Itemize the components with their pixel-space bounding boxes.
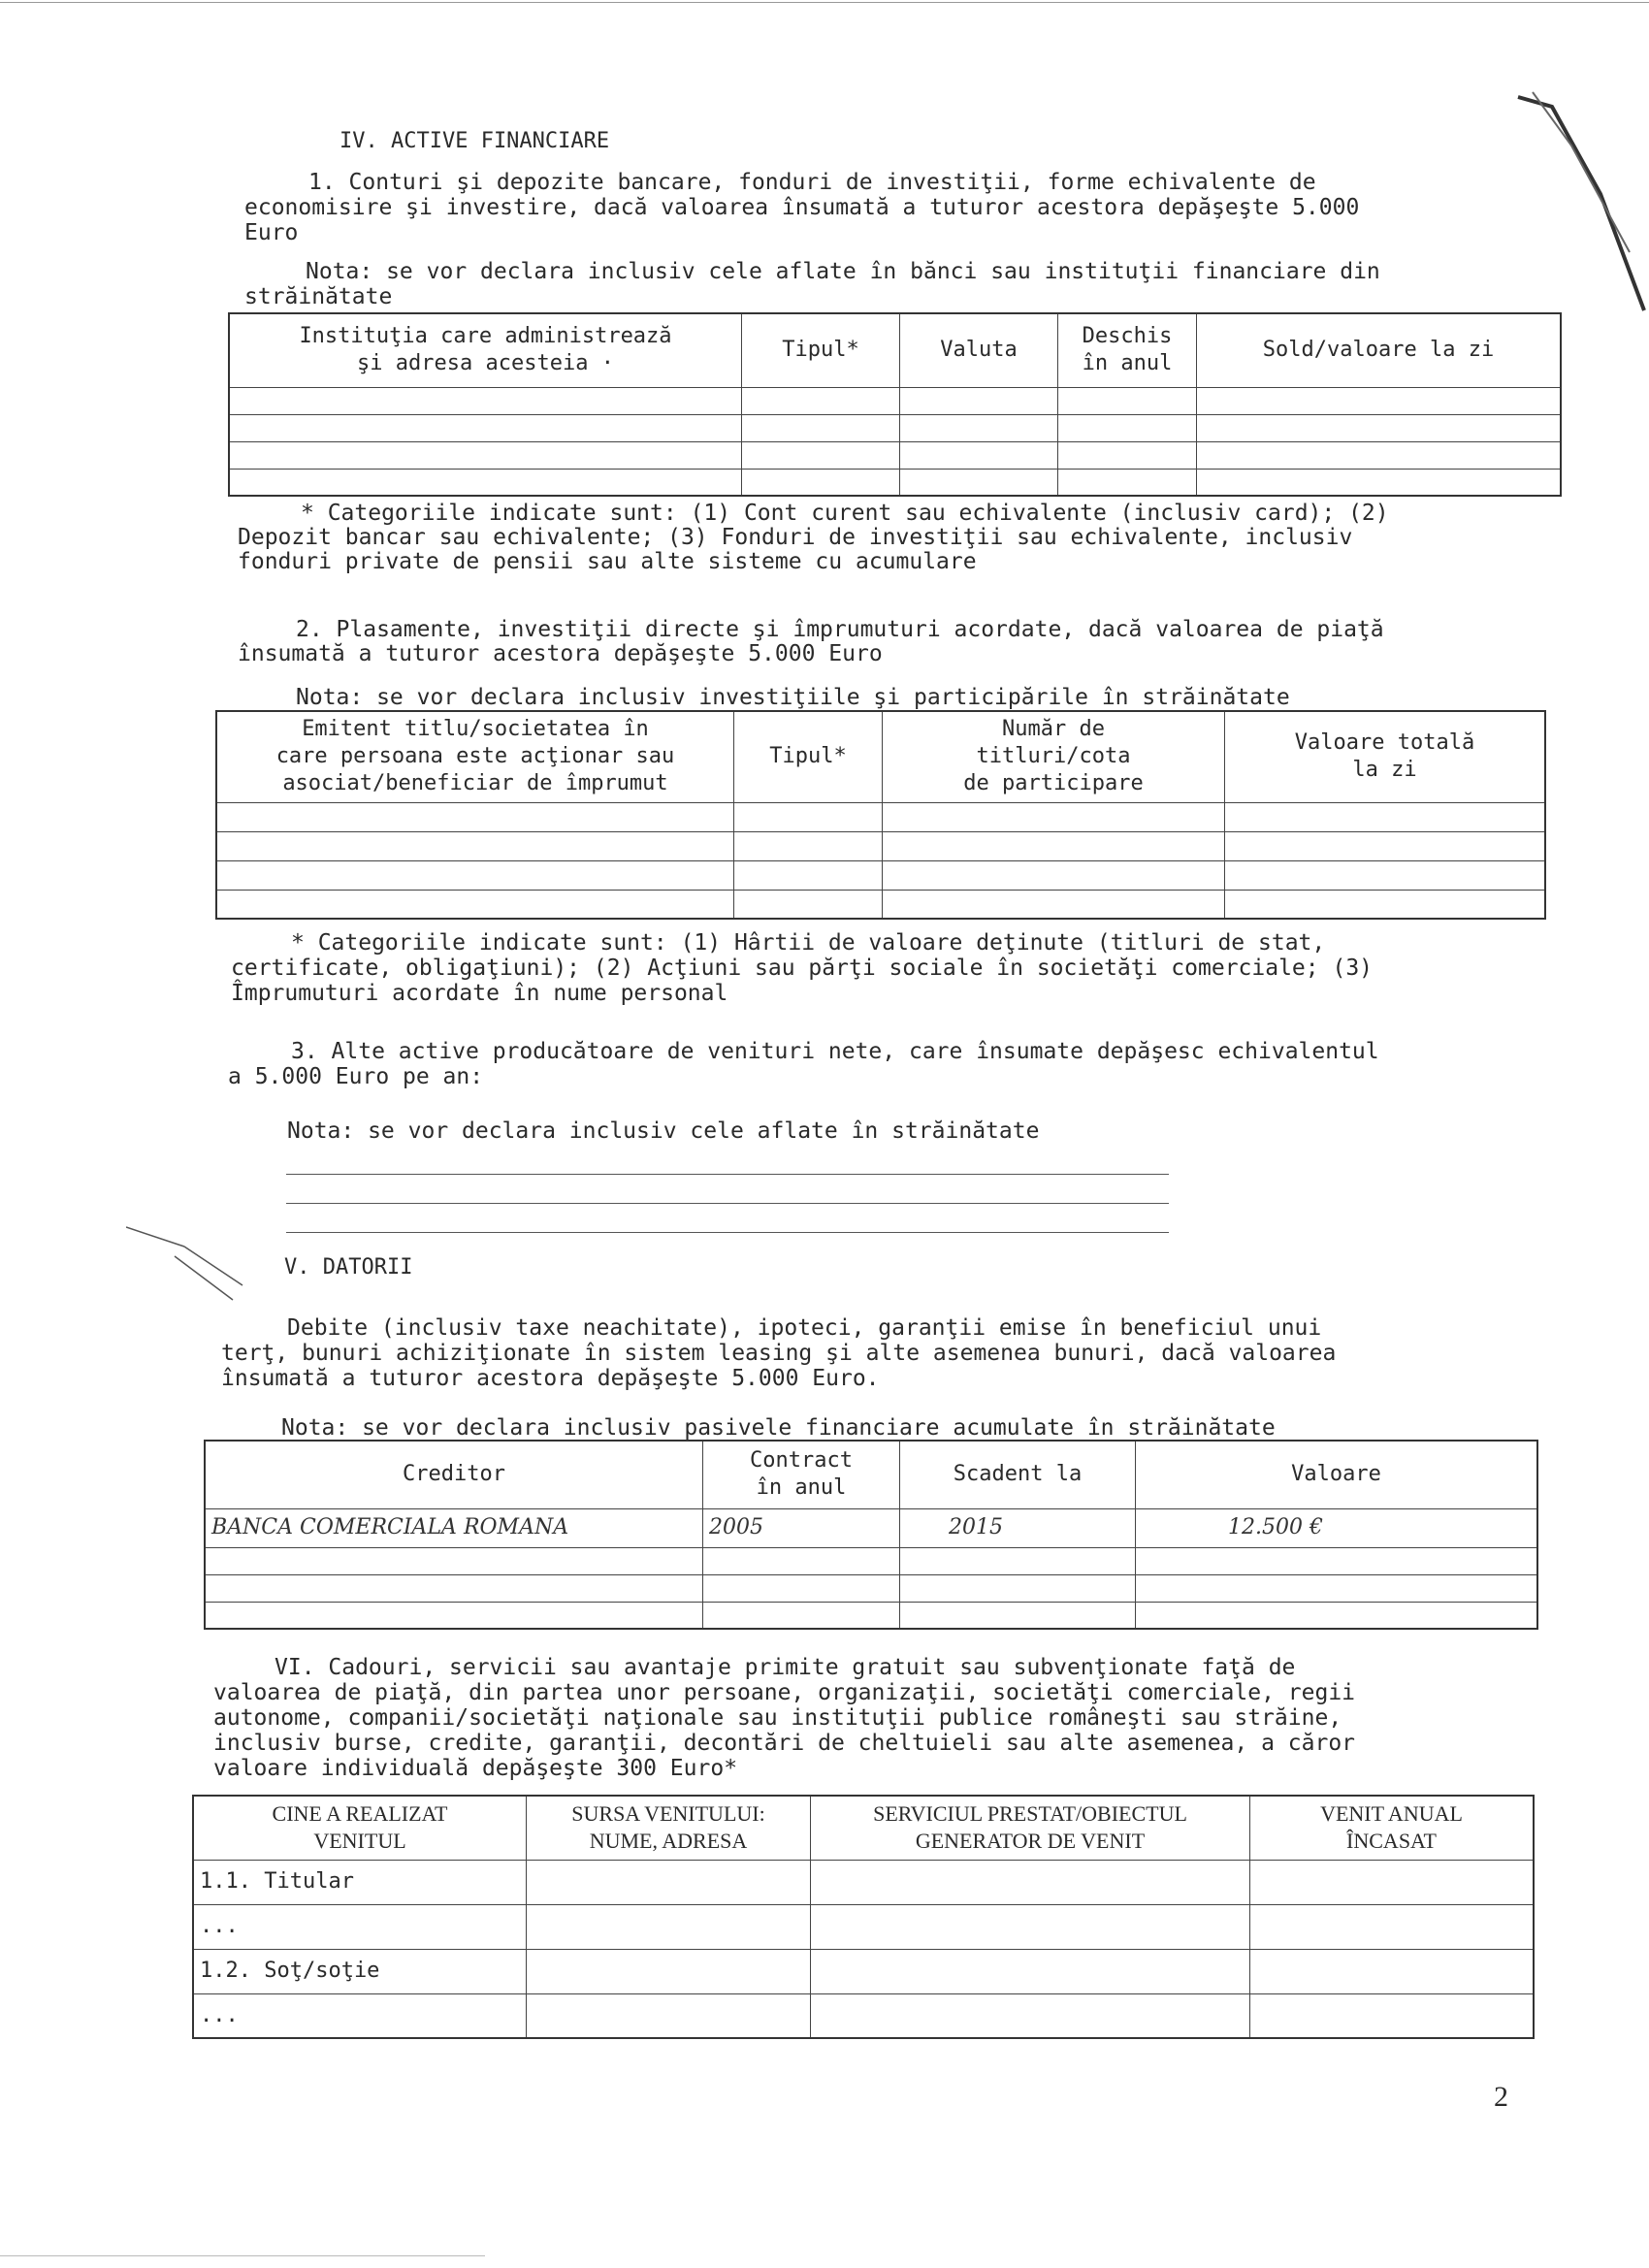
table-row [205,1574,1537,1602]
item1-text-line1: 1. Conturi şi depozite bancare, fonduri de investiţii, forme echivalente de [308,170,1316,195]
header-total-value: Valoare totală la zi [1225,711,1546,802]
header-annual-income: VENIT ANUAL ÎNCASAT [1250,1796,1535,1860]
contract-year-cell: 2005 [703,1508,900,1547]
debts-text-line2: terţ, bunuri achiziţionate în sistem leasing şi alte asemenea bunuri, dacă valoarea [221,1341,1337,1366]
header-type: Tipul* [734,711,883,802]
gifts-text-line5: valoare individuală depăşeşte 300 Euro* [213,1756,738,1781]
header-share-count: Număr de titluri/cota de participare [883,711,1225,802]
scan-artifact-icon [1513,87,1649,340]
table-row [193,1904,1534,1949]
pen-stroke-icon [126,1217,252,1305]
table-row [229,441,1561,469]
header-due-date: Scadent la [900,1441,1136,1508]
item3-text-line1: 3. Alte active producătoare de venituri nete, care însumate depăşesc echivalentul [291,1039,1379,1064]
item1-categories-line3: fonduri private de pensii sau alte sisteme cu acumulare [238,549,977,574]
table-row [216,802,1545,831]
table-row [229,387,1561,414]
header-opened: Deschis în anul [1058,313,1197,387]
table-row [216,860,1545,890]
bank-accounts-table [228,312,1562,497]
item1-text-line3: Euro [244,220,299,245]
item2-text-line1: 2. Plasamente, investiţii directe şi împrumuturi acordate, dacă valoarea de piaţă [296,617,1384,642]
scan-edge-line [0,2255,485,2256]
item1-note-line2: străinătate [244,284,393,309]
header-type: Tipul* [742,313,900,387]
item1-text-line2: economisire şi investire, dacă valoarea însumată a tuturor acestora depăşeşte 5.000 [244,195,1360,220]
table-row [216,890,1545,919]
item1-categories-line1: * Categoriile indicate sunt: (1) Cont curent sau echivalente (inclusiv card); (2) [301,501,1389,526]
table-row [205,1547,1537,1574]
table-row [216,831,1545,860]
table-row [229,469,1561,496]
table-row [193,1993,1534,2038]
table-row [229,414,1561,441]
item1-note-line1: Nota: se vor declara inclusiv cele aflate în bănci sau instituţii financiare din [306,259,1380,284]
row-label: ... [193,1904,527,1949]
gifts-text-line3: autonome, companii/societăţi naţionale sau instituţii publice româneşti sau străine, [213,1705,1342,1731]
item2-categories-line2: certificate, obligaţiuni); (2) Acţiuni sau părţi sociale în societăţi comerciale; (3) [231,956,1374,981]
gifts-text-line2: valoarea de piaţă, din partea unor persoane, organizaţii, societăţi comerciale, regii [213,1680,1356,1705]
row-label: 1.1. Titular [193,1860,527,1904]
header-creditor: Creditor [205,1441,703,1508]
header-source: SURSA VENITULUI: NUME, ADRESA [527,1796,811,1860]
debts-table [204,1440,1538,1630]
item2-note: Nota: se vor declara inclusiv investiţiile şi participările în străinătate [296,685,1290,710]
table-row [193,1949,1534,1993]
item3-note: Nota: se vor declara inclusiv cele aflate în străinătate [287,1118,1040,1144]
gifts-text-line1: VI. Cadouri, servicii sau avantaje primite gratuit sau subvenţionate faţă de [275,1655,1296,1680]
debts-note: Nota: se vor declara inclusiv pasivele financiare acumulate în străinătate [281,1415,1276,1441]
item2-categories-line1: * Categoriile indicate sunt: (1) Hârtii de valoare deţinute (titluri de stat, [291,930,1326,956]
row-label: 1.2. Soţ/soţie [193,1949,527,1993]
creditor-cell: BANCA COMERCIALA ROMANA [205,1508,703,1547]
item2-text-line2: însumată a tuturor acestora depăşeşte 5.000 Euro [238,641,883,666]
gifts-table [192,1795,1535,2039]
table-row [205,1508,1537,1547]
table-row [193,1860,1534,1904]
header-currency: Valuta [900,313,1058,387]
value-cell: 12.500 € [1136,1508,1538,1547]
scan-edge-line [0,2,1649,3]
blank-line [286,1174,1169,1175]
table-row [205,1602,1537,1629]
item2-categories-line3: Împrumuturi acordate în nume personal [231,981,728,1006]
debts-text-line3: însumată a tuturor acestora depăşeşte 5.000 Euro. [221,1366,880,1391]
header-value: Valoare [1136,1441,1538,1508]
header-contract-year: Contract în anul [703,1441,900,1508]
item1-categories-line2: Depozit bancar sau echivalente; (3) Fonduri de investiţii sau echivalente, inclusiv [238,525,1353,550]
gifts-text-line4: inclusiv burse, credite, garanţii, decontări de cheltuieli sau alte asemenea, a căror [213,1731,1356,1756]
header-institution: Instituţia care administrează şi adresa acesteia · [229,313,742,387]
header-service: SERVICIUL PRESTAT/OBIECTUL GENERATOR DE VENIT [811,1796,1250,1860]
header-issuer: Emitent titlu/societatea în care persoana este acţionar sau asociat/beneficiar de împrumut [216,711,734,802]
item3-text-line2: a 5.000 Euro pe an: [228,1064,484,1089]
blank-line [286,1203,1169,1204]
investments-table [215,710,1546,920]
header-balance: Sold/valoare la zi [1197,313,1562,387]
page-number: 2 [1494,2081,1508,2113]
section-v-title: V. DATORII [284,1255,413,1280]
row-label: ... [193,1993,527,2038]
debts-text-line1: Debite (inclusiv taxe neachitate), ipoteci, garanţii emise în beneficiul unui [287,1315,1322,1341]
section-iv-title: IV. ACTIVE FINANCIARE [340,129,610,153]
blank-line [286,1232,1169,1233]
header-who: CINE A REALIZAT VENITUL [193,1796,527,1860]
due-date-cell: 2015 [900,1508,1136,1547]
